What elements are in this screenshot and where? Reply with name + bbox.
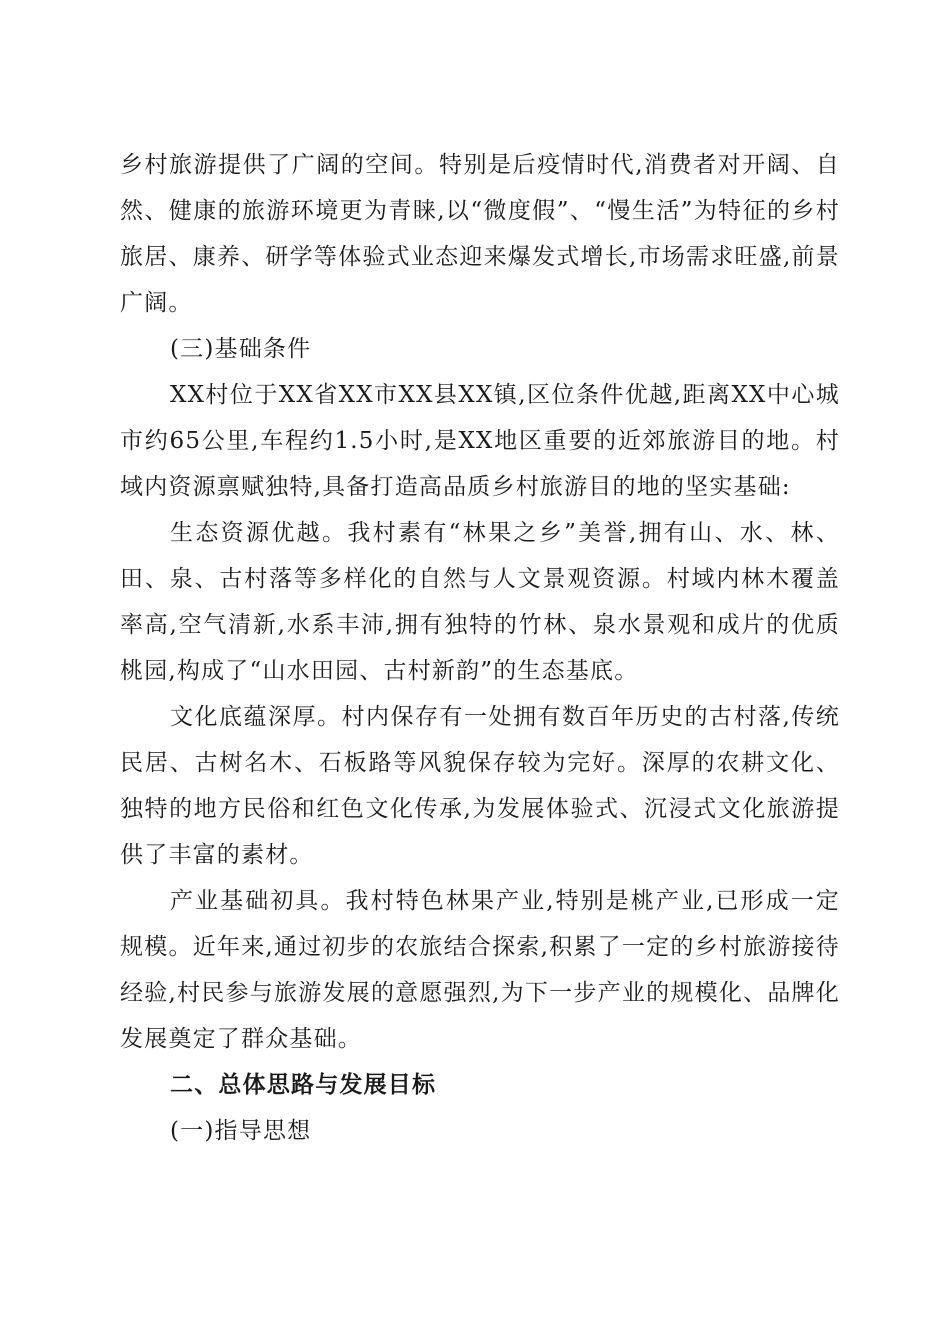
paragraph-market-outlook: 乡村旅游提供了广阔的空间。特别是后疫情时代,消费者对开阔、自然、健康的旅游环境更为青睐,以“微度假”、“慢生活”为特征的乡村旅居、康养、研学等体验式业态迎来爆发式增长,市场需求旺盛,前景广阔。 [120,152,840,316]
paragraph-location: XX村位于XX省XX市XX县XX镇,区位条件优越,距离XX中心城市约65公里,车程约1.5小时,是XX地区重要的近郊旅游目的地。村域内资源禀赋独特,具备打造高品质乡村旅游目的地的坚实基础: [120,382,840,500]
chapter-heading-overall-approach: 二、总体思路与发展目标 [170,1072,437,1098]
paragraph-industry: 产业基础初具。我村特色林果产业,特别是桃产业,已形成一定规模。近年来,通过初步的农旅结合探索,积累了一定的乡村旅游接待经验,村民参与旅游发展的意愿强烈,为下一步产业的规模化、品牌化发展奠定了群众基础。 [120,888,840,1052]
paragraph-ecology: 生态资源优越。我村素有“林果之乡”美誉,拥有山、水、林、田、泉、古村落等多样化的自然与人文景观资源。村域内林木覆盖率高,空气清新,水系丰沛,拥有独特的竹林、泉水景观和成片的优质桃园,构成了“山水田园、古村新韵”的生态基底。 [120,520,840,684]
document-body [120,142,840,1154]
paragraph-culture: 文化底蕴深厚。村内保存有一处拥有数百年历史的古村落,传统民居、古树名木、石板路等风貌保存较为完好。深厚的农耕文化、独特的地方民俗和红色文化传承,为发展体验式、沉浸式文化旅游提供了丰富的素材。 [120,704,840,868]
section-heading-guiding-ideology: (一)指导思想 [170,1118,312,1144]
section-heading-basic-conditions: (三)基础条件 [170,336,312,362]
